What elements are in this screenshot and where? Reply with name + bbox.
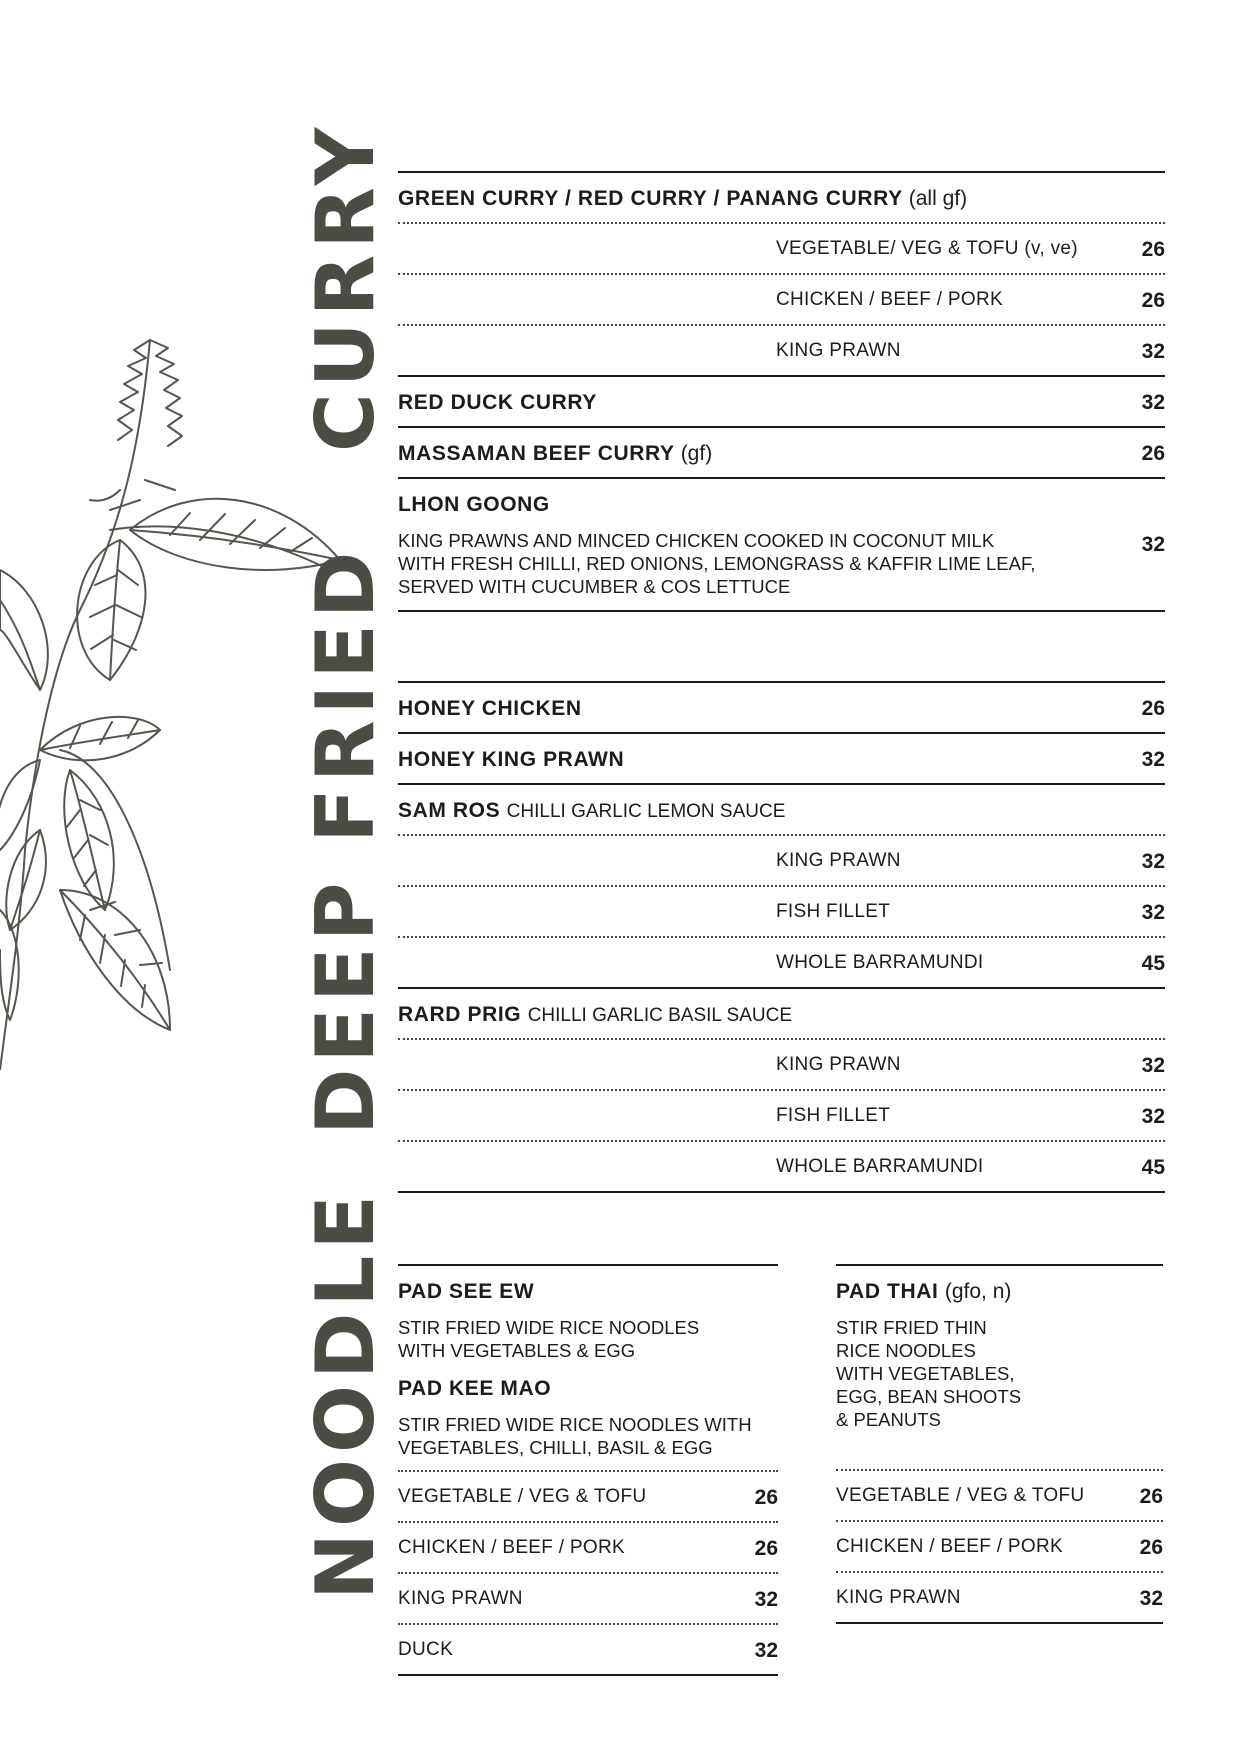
section-title-deep-fried: DEEP FRIED bbox=[299, 545, 392, 1135]
option-price: 45 bbox=[1141, 1156, 1165, 1179]
noodle-menu-right bbox=[836, 1264, 1163, 1624]
dish-title: PAD THAI bbox=[836, 1280, 939, 1303]
option-label: KING PRAWN bbox=[776, 1054, 901, 1075]
description-line: WITH VEGETABLES & EGG bbox=[398, 1340, 636, 1361]
honey-king-prawn-row bbox=[398, 734, 1165, 785]
branch-stem-lower bbox=[60, 750, 170, 970]
menu-option-row bbox=[398, 1472, 778, 1523]
option-label: FISH FILLET bbox=[776, 901, 891, 922]
option-price: 26 bbox=[1141, 238, 1165, 261]
description-line: WITH FRESH CHILLI, RED ONIONS, LEMONGRASS & KAFFIR LIME LEAF, bbox=[398, 553, 1036, 574]
dish-description bbox=[398, 529, 1035, 598]
leaf-left-edge bbox=[0, 570, 48, 690]
dish-title: RARD PRIG bbox=[398, 1003, 522, 1026]
dish-sauce: CHILLI GARLIC BASIL SAUCE bbox=[527, 1005, 793, 1026]
description-line: EGG, BEAN SHOOTS bbox=[836, 1386, 1022, 1407]
dish-title: SAM ROS bbox=[398, 799, 501, 822]
description-line: STIR FRIED THIN bbox=[836, 1317, 987, 1338]
dish-description bbox=[836, 1316, 1021, 1431]
menu-option-row bbox=[398, 1091, 1165, 1142]
option-label: DUCK bbox=[398, 1639, 454, 1660]
flower-spike bbox=[90, 340, 182, 510]
dish-title: MASSAMAN BEEF CURRY bbox=[398, 442, 675, 465]
menu-option-row bbox=[398, 1142, 1165, 1193]
option-price: 26 bbox=[754, 1537, 778, 1560]
dish-sauce: CHILLI GARLIC LEMON SAUCE bbox=[506, 801, 786, 822]
option-price: 26 bbox=[1139, 1536, 1163, 1559]
curry-combo-title bbox=[398, 187, 967, 211]
leaf-middle bbox=[40, 717, 160, 761]
menu-option-row bbox=[398, 224, 1165, 275]
option-price: 26 bbox=[1141, 289, 1165, 312]
rard-prig-title-row bbox=[398, 989, 1165, 1040]
option-label: KING PRAWN bbox=[836, 1587, 961, 1608]
section-title-noodle: NOODLE bbox=[299, 1189, 392, 1600]
dish-title-wrap bbox=[398, 799, 785, 823]
option-label: VEGETABLE / VEG & TOFU bbox=[398, 1486, 647, 1507]
menu-option-row bbox=[398, 836, 1165, 887]
option-price: 32 bbox=[1141, 1105, 1165, 1128]
honey-chicken-row bbox=[398, 681, 1165, 734]
dish-title: PAD SEE EW bbox=[398, 1280, 535, 1303]
curry-combo-note: (all gf) bbox=[908, 187, 968, 210]
option-price: 45 bbox=[1141, 952, 1165, 975]
option-price: 32 bbox=[754, 1639, 778, 1662]
description-line: SERVED WITH CUCUMBER & COS LETTUCE bbox=[398, 576, 791, 597]
option-price: 32 bbox=[1141, 901, 1165, 924]
description-line: WITH VEGETABLES, bbox=[836, 1363, 1015, 1384]
dish-price: 32 bbox=[1141, 533, 1165, 556]
menu-option-row bbox=[398, 1523, 778, 1574]
dish-description bbox=[398, 1316, 699, 1362]
option-label: WHOLE BARRAMUNDI bbox=[776, 952, 984, 973]
dish-title: LHON GOONG bbox=[398, 493, 550, 516]
dish-price: 32 bbox=[1141, 391, 1165, 414]
dish-title-wrap bbox=[398, 442, 712, 466]
menu-option-row bbox=[398, 1625, 778, 1676]
section-title-curry: CURRY bbox=[299, 121, 392, 452]
option-label: VEGETABLE/ VEG & TOFU (v, ve) bbox=[776, 238, 1078, 259]
option-price: 32 bbox=[754, 1588, 778, 1611]
dish-description bbox=[398, 1413, 752, 1459]
option-price: 32 bbox=[1139, 1587, 1163, 1610]
pad-thai-block bbox=[836, 1264, 1163, 1471]
dish-title: HONEY CHICKEN bbox=[398, 697, 582, 720]
description-line: STIR FRIED WIDE RICE NOODLES bbox=[398, 1317, 700, 1338]
red-duck-curry-row bbox=[398, 377, 1165, 428]
description-line: VEGETABLES, CHILLI, BASIL & EGG bbox=[398, 1437, 713, 1458]
option-label: CHICKEN / BEEF / PORK bbox=[836, 1536, 1063, 1557]
option-label: CHICKEN / BEEF / PORK bbox=[398, 1537, 625, 1558]
menu-option-row bbox=[836, 1471, 1163, 1522]
noodle-menu-left bbox=[398, 1264, 778, 1676]
lhon-goong-row bbox=[398, 479, 1165, 612]
option-label: KING PRAWN bbox=[776, 850, 901, 871]
option-price: 32 bbox=[1141, 340, 1165, 363]
option-label: WHOLE BARRAMUNDI bbox=[776, 1156, 984, 1177]
description-line: STIR FRIED WIDE RICE NOODLES WITH bbox=[398, 1414, 752, 1435]
option-price: 26 bbox=[754, 1486, 778, 1509]
option-label: CHICKEN / BEEF / PORK bbox=[776, 289, 1003, 310]
dish-title: RED DUCK CURRY bbox=[398, 391, 597, 414]
menu-option-row bbox=[398, 275, 1165, 326]
dish-note: (gfo, n) bbox=[944, 1280, 1012, 1303]
dish-title-wrap bbox=[836, 1280, 1011, 1304]
description-line: KING PRAWNS AND MINCED CHICKEN COOKED IN COCONUT MILK bbox=[398, 530, 995, 551]
option-label: KING PRAWN bbox=[776, 340, 901, 361]
option-price: 26 bbox=[1139, 1485, 1163, 1508]
dish-price: 26 bbox=[1141, 697, 1165, 720]
description-line: & PEANUTS bbox=[836, 1409, 941, 1430]
description-line: RICE NOODLES bbox=[836, 1340, 976, 1361]
menu-option-row bbox=[398, 1040, 1165, 1091]
dish-title: PAD KEE MAO bbox=[398, 1377, 552, 1400]
menu-option-row bbox=[398, 326, 1165, 377]
curry-menu bbox=[398, 171, 1165, 612]
leaf-upper-left bbox=[77, 540, 145, 680]
dish-price: 26 bbox=[1141, 442, 1165, 465]
dish-price: 32 bbox=[1141, 748, 1165, 771]
sam-ros-title-row bbox=[398, 785, 1165, 836]
dish-note: (gf) bbox=[680, 442, 713, 465]
menu-option-row bbox=[836, 1573, 1163, 1624]
curry-combo-name: GREEN CURRY / RED CURRY / PANANG CURRY bbox=[398, 187, 903, 210]
option-label: FISH FILLET bbox=[776, 1105, 891, 1126]
menu-option-row bbox=[836, 1522, 1163, 1573]
dish-title-wrap bbox=[398, 1003, 792, 1027]
option-price: 32 bbox=[1141, 850, 1165, 873]
main-stem bbox=[0, 340, 150, 1070]
deep-fried-menu bbox=[398, 681, 1165, 1193]
curry-combo-row bbox=[398, 171, 1165, 224]
menu-option-row bbox=[398, 887, 1165, 938]
menu-option-row bbox=[398, 938, 1165, 989]
basil-illustration bbox=[0, 330, 345, 1070]
option-label: KING PRAWN bbox=[398, 1588, 523, 1609]
leaf-lower-center bbox=[64, 770, 114, 910]
pad-see-ew-kee-mao-block bbox=[398, 1264, 778, 1472]
option-label: VEGETABLE / VEG & TOFU bbox=[836, 1485, 1085, 1506]
massaman-row bbox=[398, 428, 1165, 479]
option-price: 32 bbox=[1141, 1054, 1165, 1077]
leaf-bottom-right bbox=[60, 890, 170, 1030]
menu-option-row bbox=[398, 1574, 778, 1625]
dish-title: HONEY KING PRAWN bbox=[398, 748, 625, 771]
